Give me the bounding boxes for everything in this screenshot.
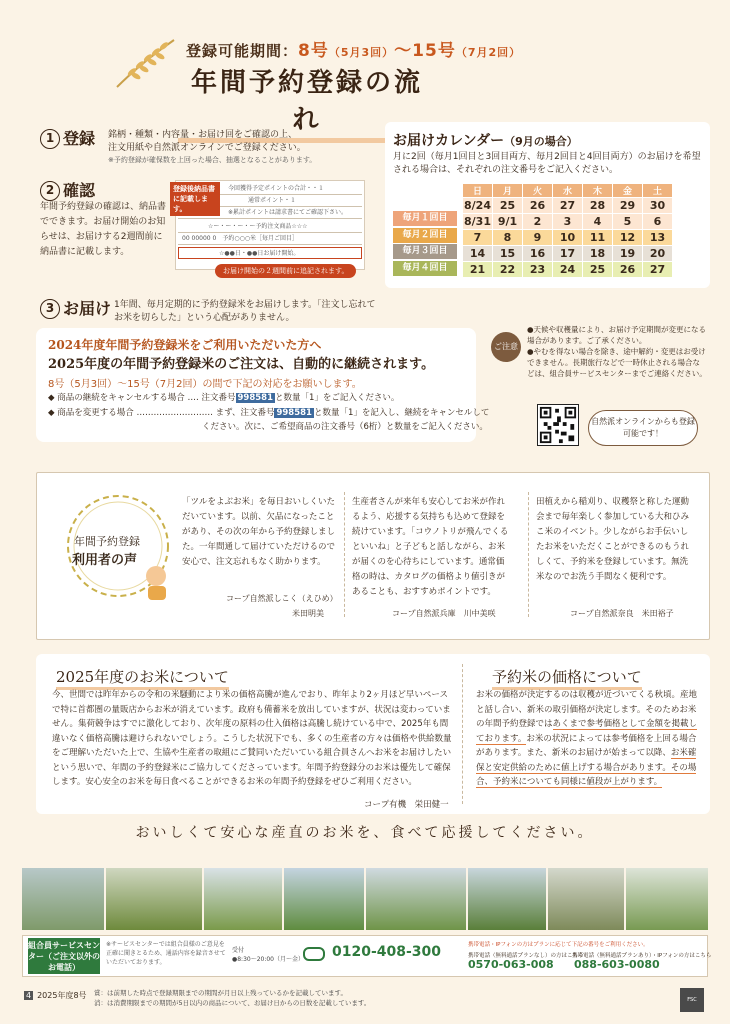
change-row-2: ください。次に、ご希望商品の注文番号（6桁）と数量をご記入ください。 bbox=[202, 422, 488, 432]
calendar-day: 14 bbox=[463, 246, 493, 262]
calendar-day: 16 bbox=[523, 246, 553, 262]
continuation-instruction: 8号（5月3回）～15号（7月2回）の間で下記の対応をお願いします。 bbox=[48, 379, 362, 390]
freedial-number[interactable]: 0120-408-300 bbox=[332, 944, 442, 960]
change-tail: と数量「1」を記入し、継続をキャンセルして bbox=[313, 408, 490, 418]
calendar-day: 17 bbox=[553, 246, 583, 262]
footnote-1: 賞：は前期した時点で登録期限までの期間が月日以上残っているかを記載しています。 bbox=[94, 989, 347, 997]
phone1-label: 携帯電話（無料通話プランなし）の方はこちら bbox=[468, 953, 584, 959]
service-center-note: ※サービスセンターでは組合員様のご意見を正確に聞きとるため、通話内容を録音させていただいております。 bbox=[106, 941, 226, 966]
calendar-day: 8 bbox=[493, 230, 523, 246]
voice-sig-3: コープ自然派奈良 米田裕子 bbox=[570, 609, 674, 618]
calendar-day: 25 bbox=[583, 262, 613, 278]
calendar-day: 12 bbox=[613, 230, 643, 246]
step1-title: 登録 bbox=[63, 129, 96, 148]
change-label: ◆ 商品を変更する場合 ……………………… まず、注文番号 bbox=[48, 408, 275, 418]
weekday-sun: 日 bbox=[463, 184, 493, 198]
calendar-title bbox=[393, 130, 578, 150]
page-title: 年間予約登録の流れ bbox=[178, 62, 436, 143]
hours-label: 受付 bbox=[232, 947, 245, 954]
price-text-emphasis-1: あくまで参考価格として金額を掲載しております。 bbox=[476, 719, 698, 744]
service-center-label: 組合員サービスセンター（ご注文以外のお電話） bbox=[28, 938, 100, 974]
calendar-day: 26 bbox=[613, 262, 643, 278]
qr-code-icon[interactable] bbox=[537, 404, 579, 446]
week-label-1: 毎月１回目 bbox=[393, 211, 457, 226]
voice-sig-1-name: 米田明美 bbox=[292, 609, 324, 618]
calendar-week-row bbox=[463, 262, 673, 278]
price-section-text bbox=[476, 688, 701, 790]
rice-section-text: 今、世間では昨年からの令和の米騒動により米の価格高騰が進んでおり、昨年より2ヶ月ほど早いペースで特に首都圏の量販店からお米が消えています。政府も備蓄米を放出していますが、状況は変わっていません。集荷競争はすでに激化しており、次年度の原料の仕入価格は高騰し続けている中で、2025年も間違いなく価格高騰は避けられないでしょう。こうした状況下でも、多くの生産者の方々は価格や供給数量をご理解いただいた上で、生協や生産者の取組にご賛同いただいている組合員さんへお米をお届けしたいという思いで、年間の予約登録米にご協力してくださっています。年間予約登録分のお米は優先して確保します。安心安全のお米を毎日食べることができるお米の年間予約登録をぜひご利用ください。 bbox=[52, 690, 452, 787]
weekday-thu: 木 bbox=[583, 184, 613, 198]
freedial-icon bbox=[303, 947, 325, 961]
fsc-logo-icon: FSC bbox=[680, 988, 704, 1012]
page-number bbox=[24, 990, 87, 1001]
calendar-day: 15 bbox=[493, 246, 523, 262]
voice-text-1: 「ツルをよぶお米」を毎日おいしくいただいています。以前、欠品になったことがあり、その次の年から予約登録しました。一年間通して届けていただけるので安心で、注文忘れもなく助かります。 bbox=[182, 497, 336, 567]
calendar-day: 7 bbox=[463, 230, 493, 246]
step3-heading bbox=[40, 296, 111, 319]
calendar-description: 月に2回（毎月1回目と3回目両方、毎月2回目と4回目両方）のお届けを希望される場合は、それぞれの注文番号をご記入ください。 bbox=[393, 152, 701, 175]
slogan: おいしくて安心な産直のお米を、食べて応援してください。 bbox=[135, 825, 595, 841]
price-text-1: お米の価格が決定するのは収穫が近づいてくる秋頃。産地と話し合い、新米の取引価格が決定します。そのためお米の年間予約登録では bbox=[476, 690, 698, 729]
footnotes bbox=[94, 988, 370, 1008]
weekday-sat: 土 bbox=[643, 184, 673, 198]
ip-phone-note: 携帯電話・IPフォンの方はプランに応じて下記の番号をご利用ください。 bbox=[468, 942, 649, 948]
period-label: 登録可能期間： bbox=[186, 42, 299, 60]
calendar-weekday-row bbox=[463, 184, 673, 198]
calendar-week-row bbox=[463, 230, 673, 246]
voice-divider bbox=[344, 492, 345, 617]
cancel-tail: と数量「1」をご記入ください。 bbox=[275, 393, 400, 403]
hours-value: ●8:30～20:00（月～金） bbox=[232, 956, 305, 963]
step3-number: 3 bbox=[40, 299, 60, 319]
weekday-mon: 月 bbox=[493, 184, 523, 198]
voice-sig-2: コープ自然派兵庫 川中美咲 bbox=[392, 609, 496, 618]
calendar-day: 8/24 bbox=[464, 199, 491, 212]
price-section-title: 予約米の価格について bbox=[492, 666, 642, 690]
period-to: 15号 bbox=[412, 41, 456, 61]
photo-tractor bbox=[548, 868, 624, 930]
step1-text1: 銘柄・種類・内容量・お届け回をご確認の上、 bbox=[108, 130, 298, 140]
photo-stork bbox=[22, 868, 104, 930]
calendar-day: 18 bbox=[583, 246, 613, 262]
calendar-table bbox=[462, 183, 673, 278]
weekday-wed: 水 bbox=[553, 184, 583, 198]
step3-text1: 1年間、毎月定期的に予約登録米をお届けします。「注文し忘れて bbox=[114, 300, 376, 310]
week-label-2: 毎月２回目 bbox=[393, 228, 457, 243]
phone2-number[interactable]: 088-603-0080 bbox=[574, 958, 660, 971]
change-order-code: 998581 bbox=[276, 408, 312, 418]
calendar-day: 22 bbox=[493, 262, 523, 278]
voices-title-2: 利用者の声 bbox=[72, 553, 138, 568]
calendar-day: 27 bbox=[643, 262, 673, 278]
calendar-day: 5 bbox=[613, 214, 643, 230]
photo-farmer-1 bbox=[106, 868, 202, 930]
online-registration-bubble: 自然派オンラインからも登録可能です！ bbox=[588, 410, 698, 446]
calendar-title-text: お届けカレンダー bbox=[393, 133, 505, 149]
step2-heading bbox=[40, 178, 95, 201]
calendar-day: 24 bbox=[553, 262, 583, 278]
receipt-line3: ※累計ポイントは請求書にてご確認下さい。 bbox=[178, 207, 362, 219]
calendar-day: 3 bbox=[553, 214, 583, 230]
period-separator: ～ bbox=[394, 41, 413, 61]
photo-farmer-3 bbox=[468, 868, 546, 930]
calendar-day: 29 bbox=[613, 198, 643, 214]
voice-sig-1-org: コープ自然派しこく（えひめ） bbox=[226, 594, 338, 603]
calendar-title-note: （9月の場合） bbox=[504, 135, 578, 148]
registration-period bbox=[186, 36, 521, 61]
photo-terraces bbox=[204, 868, 282, 930]
receipt-line6: ☆●●日・●●日お届け開始。 bbox=[178, 247, 362, 259]
calendar-day: 30 bbox=[643, 198, 673, 214]
footnote-2: 消：は消費期限までの期間が5日以内の商品について、お届け日からの日数を記載しています。 bbox=[94, 999, 371, 1007]
page-num: 4 bbox=[26, 991, 32, 1000]
price-text-2: お米の状況によっては参考価格を上回る場合があります。また、新米のお届けが始まって以降、 bbox=[476, 733, 697, 758]
calendar-day: 8/31 bbox=[464, 215, 491, 228]
receipt-line4: ☆ー・ー・ー・ー予約注文商品☆☆☆ bbox=[178, 221, 362, 233]
step1-number: 1 bbox=[40, 129, 60, 149]
step2-title: 確認 bbox=[63, 181, 96, 200]
voices-title-1: 年間予約登録 bbox=[74, 535, 140, 548]
issue-label: 2025年度8号 bbox=[37, 991, 87, 1000]
step3-title: お届け bbox=[63, 299, 112, 318]
calendar-day: 4 bbox=[583, 214, 613, 230]
receipt-note: お届け開始の２週間前に追記されます。 bbox=[215, 264, 356, 278]
change-row bbox=[48, 407, 489, 420]
week-label-4: 毎月４回目 bbox=[393, 261, 457, 276]
period-to-note: （7月2回） bbox=[455, 46, 522, 59]
calendar-week-row bbox=[463, 198, 673, 214]
calendar-day: 13 bbox=[643, 230, 673, 246]
rice-ear-icon bbox=[112, 32, 182, 90]
calendar-week-row bbox=[463, 246, 673, 262]
calendar-day: 20 bbox=[643, 246, 673, 262]
rice-divider bbox=[462, 664, 463, 804]
photo-kids-field bbox=[626, 868, 708, 930]
phone1-number[interactable]: 0570-063-008 bbox=[468, 958, 554, 971]
cancel-row bbox=[48, 392, 399, 405]
calendar-day: 21 bbox=[463, 262, 493, 278]
receipt-line2: 通常ポイント・１ bbox=[178, 195, 362, 207]
step3-text2: お米を切らした」という心配がありません。 bbox=[114, 313, 295, 323]
continuation-heading: 2024年度年間予約登録米をご利用いただいた方へ bbox=[48, 338, 322, 352]
weekday-fri: 金 bbox=[613, 184, 643, 198]
calendar-day: 26 bbox=[523, 198, 553, 214]
service-hours bbox=[232, 946, 304, 964]
rice-section-title: 2025年度のお米について bbox=[56, 666, 229, 690]
week-label-3: 毎月３回目 bbox=[393, 244, 457, 259]
notice-badge: ご注意 bbox=[491, 332, 521, 362]
step2-text: 年間予約登録の確認は、納品書でできます。お届け開始のお知らせは、お届けする2週間前に納品書に記載します。 bbox=[40, 202, 167, 257]
photo-farmer-2 bbox=[284, 868, 364, 930]
calendar-week-row bbox=[463, 214, 673, 230]
continuation-statement: 2025年度の年間予約登録米のご注文は、自動的に継続されます。 bbox=[48, 357, 435, 372]
voice-text-3: 田植えから稲刈り、収穫祭と称した運動会まで毎年楽しく参加している大和ひみこ米のイベント。少しながらお手伝いしたお米をいただくことができるのもうれしくて、予約米を登録しています。無洗米なのでお洗う手間なく便利です。 bbox=[536, 497, 690, 582]
price-text-emphasis-2: お米確保と安定供給のために値上げする場合があります。その場合、予約米についても同様に値段が上がります。 bbox=[476, 748, 697, 787]
calendar-day: 11 bbox=[583, 230, 613, 246]
receipt-tag: 登録後納品書に記載します。 bbox=[170, 182, 220, 216]
step1-heading bbox=[40, 126, 95, 149]
calendar-day: 28 bbox=[583, 198, 613, 214]
step1-note: ※予約登録が確保数を上回った場合、抽選となることがあります。 bbox=[108, 156, 317, 164]
cancel-order-code: 998581 bbox=[237, 393, 273, 403]
notice-item: ●天候や収穫量により、お届け予定期間が変更になる場合があります。ご了承ください。 bbox=[527, 325, 707, 345]
calendar-day: 6 bbox=[643, 214, 673, 230]
step2-number: 2 bbox=[40, 181, 60, 201]
calendar-day: 25 bbox=[493, 198, 523, 214]
receipt-line5: 00 00000 0 予約○○○米［毎月ご回目］ bbox=[178, 233, 362, 245]
notice-list bbox=[527, 324, 707, 379]
phone2-label: 携帯電話（無料通話プランあり）・IPフォンの方はこちら bbox=[572, 953, 712, 959]
calendar-day: 2 bbox=[523, 214, 553, 230]
calendar-day: 27 bbox=[553, 198, 583, 214]
period-from: 8号 bbox=[298, 41, 329, 61]
photo-farmers-field bbox=[366, 868, 466, 930]
voice-text-2: 生産者さんが来年も安心してお米が作れるよう、応援する気持ちも込めて登録を続けています。「コウノトリが飛んでくるといいね」と子どもと話しながら、お米が届くのを心待ちにしています。通常価格の時は、カタログの価格より値引きがあることも、おすすめポイントです。 bbox=[352, 497, 509, 597]
weekday-tue: 火 bbox=[523, 184, 553, 198]
period-from-note: （5月3回） bbox=[328, 46, 395, 59]
cancel-label: ◆ 商品の継続をキャンセルする場合 ‥‥ 注文番号 bbox=[48, 393, 236, 403]
notice-item: ●やむを得ない場合を除き、途中解約・変更はお受けできません。長期旅行などで一時休止される場合などは、組合員サービスセンターまでご連絡ください。 bbox=[527, 347, 707, 378]
calendar-day: 19 bbox=[613, 246, 643, 262]
receipt-line1: 今回獲得予定ポイントの合計・・１ bbox=[178, 183, 362, 195]
step1-text2: 注文用紙や自然派オンラインでご登録ください。 bbox=[108, 143, 306, 153]
calendar-day: 10 bbox=[553, 230, 583, 246]
voice-divider bbox=[528, 492, 529, 617]
calendar-day: 9 bbox=[523, 230, 553, 246]
rice-signature: コープ有機 栄田健一 bbox=[364, 800, 449, 810]
calendar-day: 23 bbox=[523, 262, 553, 278]
calendar-day: 9/1 bbox=[493, 214, 523, 230]
